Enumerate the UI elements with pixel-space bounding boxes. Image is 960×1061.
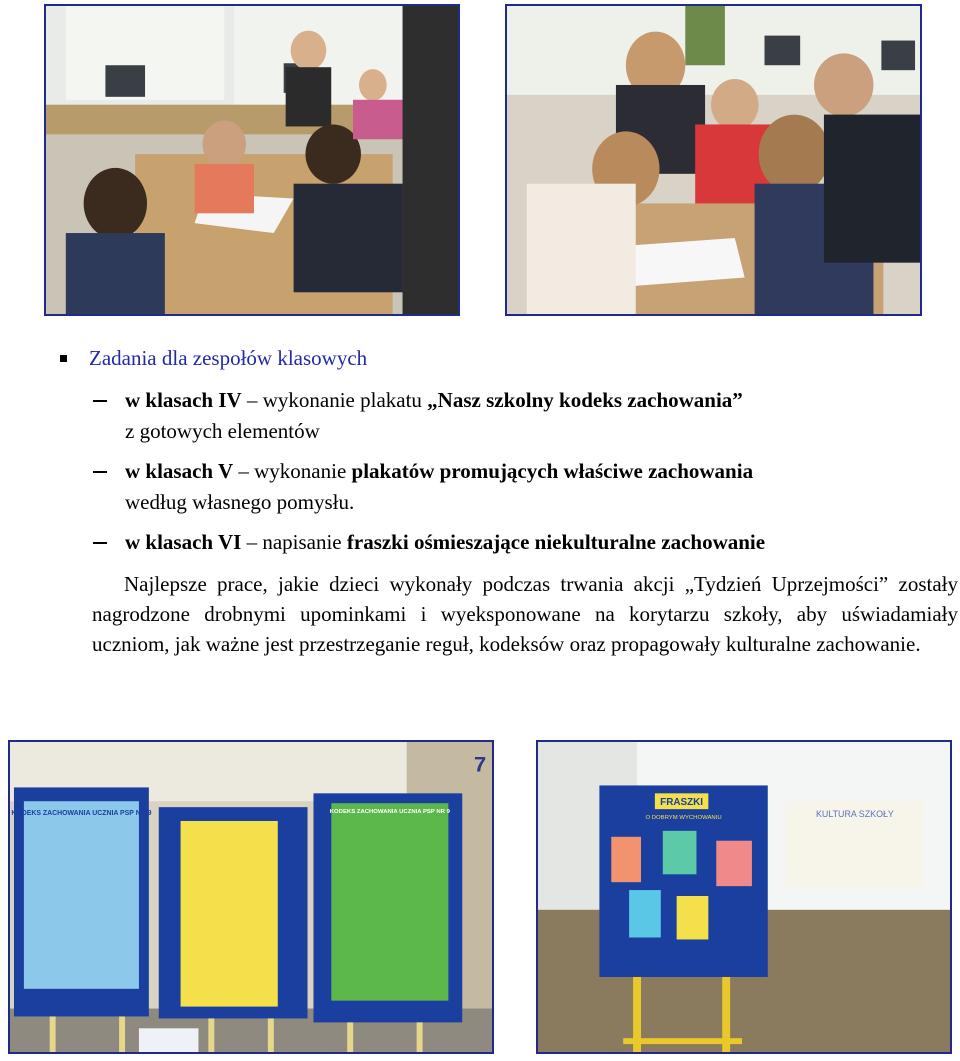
window-poster-text: KULTURA SZKOŁY (815, 809, 894, 820)
task-plain-word: plakatu (360, 388, 428, 412)
square-bullet-icon (60, 355, 67, 362)
task-class-label: w klasach IV (125, 388, 242, 412)
task-highlight: „Nasz szkolny kodeks zachowania” (427, 388, 743, 412)
task-highlight: fraszki ośmieszające niekulturalne zachowanie (346, 530, 766, 554)
summary-paragraph: Najlepsze prace, jakie dzieci wykonały podczas trwania akcji „Tydzień Uprzejmości” zostały nagrodzone drobnymi upominkami i wyeksponowane na korytarzu szkoły, aby uświadamiały uczniom, jak ważne jest przestrzeganie reguł, kodeksów oraz propagowały kulturalne zachowanie. (92, 572, 958, 656)
task-connector: – wykonanie (233, 459, 352, 483)
dash-bullet-icon (93, 542, 107, 544)
dash-bullet-icon (93, 400, 107, 402)
room-number-sign: 7 (474, 751, 487, 777)
task-continuation: według własnego pomysłu. (125, 490, 355, 514)
photo-fraszki-board (536, 740, 952, 1054)
photo-children-reading (505, 4, 922, 316)
photo-poster-exhibition (8, 740, 494, 1054)
task-connector: – napisanie (241, 530, 347, 554)
photo-classroom-writing (44, 4, 460, 316)
board-right-title: KODEKS ZACHOWANIA UCZNIA PSP NR 9 (329, 809, 450, 816)
section-heading-text: Zadania dla zespołów klasowych (89, 346, 368, 370)
task-connector: – wykonanie (241, 388, 361, 412)
section-heading (60, 346, 469, 371)
fraszki-title: FRASZKI (660, 797, 704, 809)
task-class-label: w klasach V (125, 459, 234, 483)
task-continuation: z gotowych elementów (125, 419, 320, 443)
task-highlight: plakatów promujących właściwe zachowania (351, 459, 754, 483)
dash-bullet-icon (93, 471, 107, 473)
board-left-title: KODEKS ZACHOWANIA UCZNIA PSP NR 9 (11, 810, 152, 818)
fraszki-subtitle: O DOBRYM WYCHOWANIU (645, 815, 722, 822)
task-class-label: w klasach VI (125, 530, 242, 554)
